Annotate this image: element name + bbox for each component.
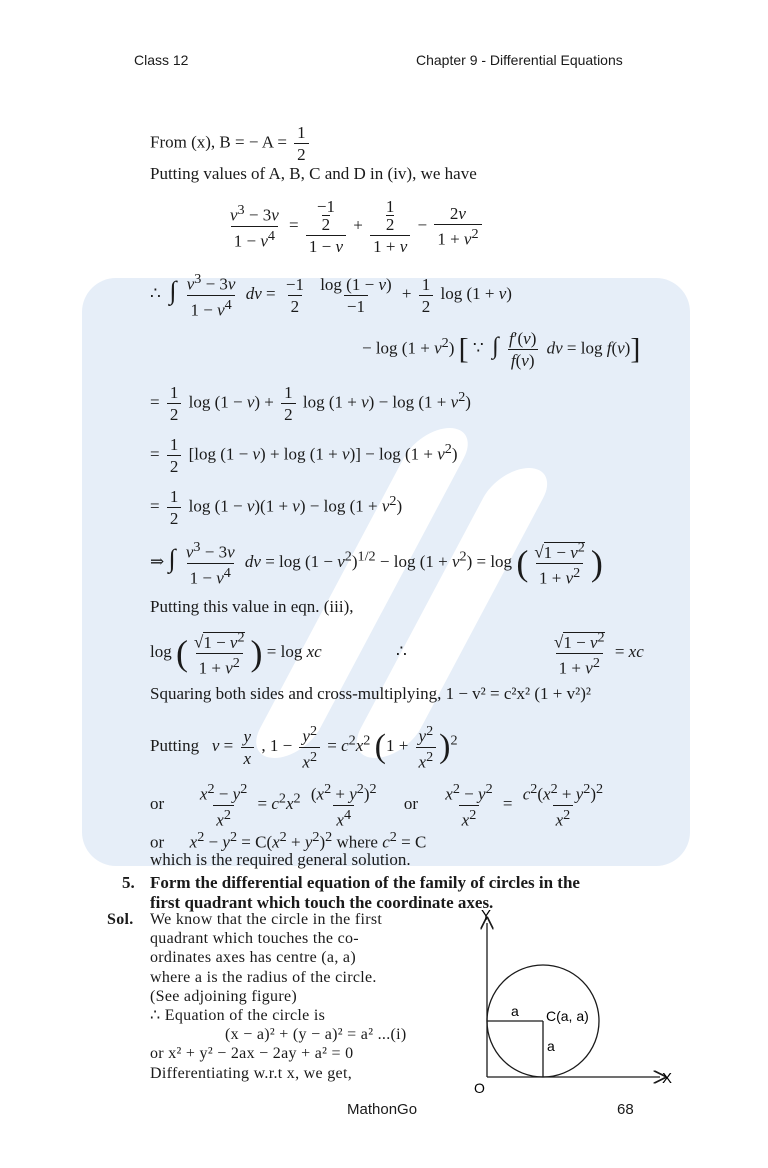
- solution-label: Sol.: [107, 911, 134, 928]
- line-putting-values: Putting values of A, B, C and D in (iv), we have: [150, 164, 477, 183]
- origin-label: O: [474, 1080, 485, 1095]
- therefore-symbol: ∴: [396, 642, 407, 661]
- equation-or-1: or $\frac{x^2 - y^2}{x^2}$ = $c^2x^2$ $\frac{(x^2 + y^2)^2}{x^4}$ or $\frac{x^2 - y^2}{x^2}$ = $\frac{c^2(x^2 + y^2)^2}{x^2}$: [150, 781, 604, 830]
- line-from-x: From (x), B = − A = $\frac{1}{2}$: [150, 124, 312, 163]
- radius-label-top: a: [511, 1003, 519, 1019]
- circle-figure: [470, 905, 680, 1095]
- equation-putting-v: Putting v = $\frac{y}{x}$ , 1 − $\frac{y^2}{x^2}$ = $c^2x^2$ (1 + $\frac{y^2}{x^2}$ )$^2$: [150, 723, 458, 772]
- equation-or-2: or $x^2 - y^2 = C(x^2 + y^2)^2$ where $c^2 = C$: [150, 829, 427, 852]
- header-chapter: Chapter 9 - Differential Equations: [416, 52, 623, 68]
- y-axis-label: Y: [481, 907, 492, 924]
- x-axis-label: X: [662, 1070, 673, 1087]
- question-number: 5.: [122, 873, 135, 892]
- equation-log-xc: log ( $\frac{√1 - v^2}{1 + v^2}$ ) = log xc: [150, 629, 322, 678]
- equation-step-2: = $\frac{1}{2}$ [log $(1 - v) + \log (1 + v)] - \log (1 + v^2)$: [150, 435, 458, 476]
- line-squaring: Squaring both sides and cross-multiplying, 1 − v² = c²x² (1 + v²)²: [150, 684, 591, 703]
- line-general-solution: which is the required general solution.: [150, 850, 411, 869]
- line-putting-value: Putting this value in eqn. (iii),: [150, 597, 354, 616]
- equation-log-term: − $\log (1 + v^2)$ [ ∵ ∫ $\frac{f'(v)}{f(v)}$ dv = log f(v)]: [362, 329, 641, 370]
- centre-label: C(a, a): [546, 1008, 589, 1024]
- equation-partial-fractions: $\frac{v^3 - 3v}{1 - v^4}$ = −1 2 1 − v + 1 2 1 + v − $\frac{2v}{1 + v^2}$: [224, 198, 485, 255]
- equation-step-1: = $\frac{1}{2}$ log (1 − v) + $\frac{1}{2}$ $\log (1 + v) - \log (1 + v^2)$: [150, 383, 471, 424]
- equation-result: ⇒ ∫ $\frac{v^3 - 3v}{1 - v^4}$ dv = $\log (1 - v^2)^{1/2} - \log (1 + v^2) = \log$ ( $\frac{√1 - v^2}{1 + v^2}$ ): [150, 539, 603, 588]
- page-number: 68: [617, 1101, 634, 1118]
- radius-label-side: a: [547, 1038, 555, 1054]
- equation-integral: ∴ ∫ $\frac{v^3 - 3v}{1 - v^4}$ dv = $\frac{-1}{2}$ $\frac{\log (1 - v)}{-1}$ + $\frac{1}{2}$ log (1 + v): [150, 271, 512, 320]
- question-text: Form the differential equation of the family of circles in the first quadrant which touch the coordinate axes.: [150, 873, 580, 912]
- footer-brand: MathonGo: [347, 1101, 418, 1118]
- solution-text: We know that the circle in the first quadrant which touches the co- ordinates axes has centre (a, a) where a is the radius of the circle. (See adjoining figure) ∴ Equation of the circle is (x − a)² + (y − a)² = a² ...(i) or x² + y² − 2ax − 2ay + a² = 0 Differentiating w.r.t x, we get,: [150, 911, 407, 1082]
- equation-xc: $\frac{√1 - v^2}{1 + v^2}$ = xc: [554, 629, 644, 678]
- header-class: Class 12: [134, 52, 189, 68]
- equation-step-3: = $\frac{1}{2}$ $\log (1 - v)(1 + v) - \log (1 + v^2)$: [150, 487, 403, 528]
